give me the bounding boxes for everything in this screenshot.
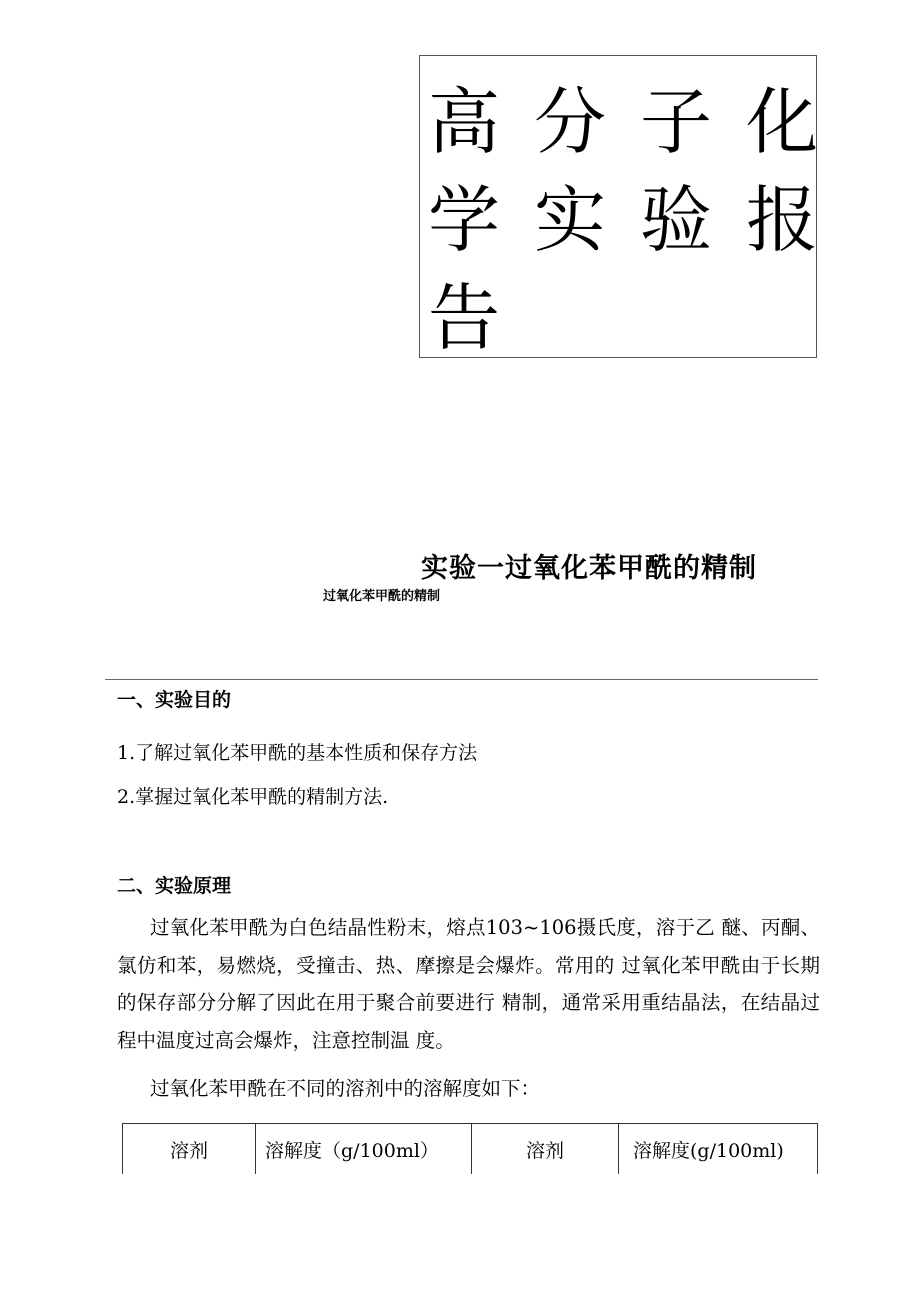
solubility-intro: 过氧化苯甲酰在不同的溶剂中的溶解度如下： [150, 1077, 541, 1100]
section-heading-principle: 二、实验原理 [117, 875, 232, 897]
principle-paragraph: 过氧化苯甲酰为白色结晶性粉末，熔点103~106摄氏度，溶于乙 醚、丙酮、氯仿和苯，易燃烧，受撞击、热、摩擦是会爆炸。常用的 过氧化苯甲酰由于长期的保存部分分解了因此在用于聚合前要进行 精制，通常采用重结晶法，在结晶过程中温度过高会爆炸，注意控制温 度。 [117, 916, 820, 1052]
solubility-table [122, 1123, 818, 1174]
cover-title-box [419, 55, 817, 358]
document-subtitle: 过氧化苯甲酰的精制 [323, 589, 441, 604]
cover-char: 分 [534, 80, 607, 164]
cover-char: 验 [640, 178, 713, 262]
table-header-cell: 溶剂 [472, 1124, 619, 1175]
cover-char: 学 [428, 178, 501, 262]
cover-char: 报 [746, 178, 819, 262]
divider [105, 679, 818, 680]
table-header-cell: 溶解度(g/100ml) [619, 1124, 818, 1175]
cover-char: 高 [428, 80, 501, 164]
list-item: 2.掌握过氧化苯甲酰的精制方法. [117, 786, 389, 808]
table-header-cell: 溶剂 [123, 1124, 256, 1175]
cover-char: 告 [428, 276, 501, 360]
cover-char: 子 [640, 80, 713, 164]
document-title: 实验一过氧化苯甲酰的精制 [421, 553, 757, 584]
table-header-cell: 溶解度（g/100ml） [256, 1124, 472, 1175]
cover-char: 化 [746, 80, 819, 164]
cover-char: 实 [534, 178, 607, 262]
list-item: 1.了解过氧化苯甲酰的基本性质和保存方法 [117, 742, 478, 764]
section-heading-objective: 一、实验目的 [117, 689, 232, 711]
table-header-row [123, 1124, 818, 1175]
